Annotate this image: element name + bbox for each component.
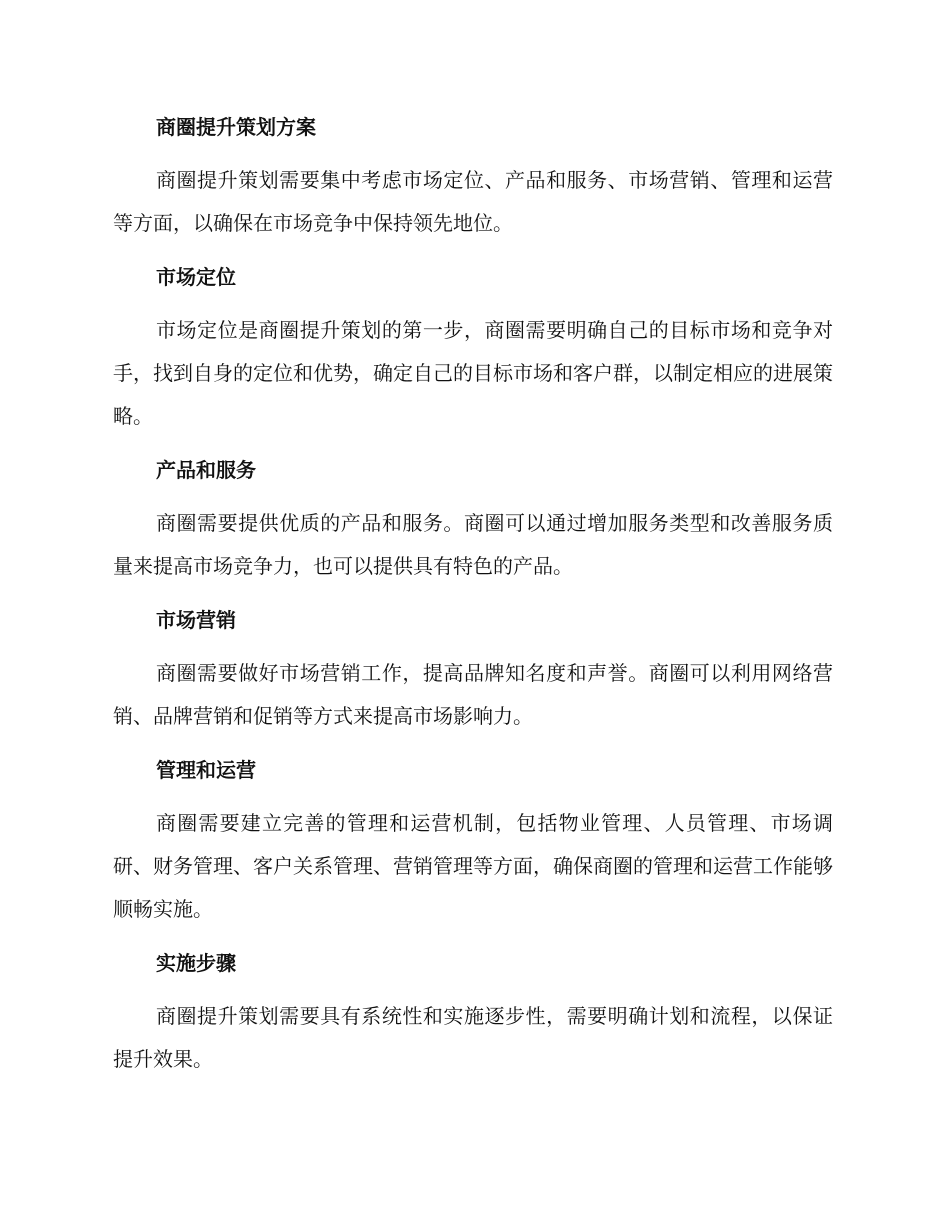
section-paragraph-intro: 商圈提升策划需要集中考虑市场定位、产品和服务、市场营销、管理和运营等方面，以确保在市场竞争中保持领先地位。 (113, 168, 833, 235)
section-heading-implementation-steps: 实施步骤 (156, 951, 236, 975)
section-paragraph-products-services: 商圈需要提供优质的产品和服务。商圈可以通过增加服务类型和改善服务质量来提高市场竞争力，也可以提供具有特色的产品。 (113, 511, 833, 578)
section-paragraph-implementation-steps: 商圈提升策划需要具有系统性和实施逐步性，需要明确计划和流程，以保证提升效果。 (113, 1004, 833, 1071)
section-paragraph-management-operations: 商圈需要建立完善的管理和运营机制，包括物业管理、人员管理、市场调研、财务管理、客户关系管理、营销管理等方面，确保商圈的管理和运营工作能够顺畅实施。 (113, 811, 833, 921)
section-paragraph-market-positioning: 市场定位是商圈提升策划的第一步，商圈需要明确自己的目标市场和竞争对手，找到自身的定位和优势，确定自己的目标市场和客户群，以制定相应的进展策略。 (113, 318, 833, 428)
document-body (113, 107, 833, 1093)
section-heading-plan-title: 商圈提升策划方案 (156, 115, 316, 139)
section-heading-management-operations: 管理和运营 (156, 758, 256, 782)
section-heading-products-services: 产品和服务 (156, 458, 256, 482)
section-paragraph-marketing: 商圈需要做好市场营销工作，提高品牌知名度和声誉。商圈可以利用网络营销、品牌营销和促销等方式来提高市场影响力。 (113, 661, 833, 728)
section-heading-market-positioning: 市场定位 (156, 265, 236, 289)
section-heading-marketing: 市场营销 (156, 608, 236, 632)
